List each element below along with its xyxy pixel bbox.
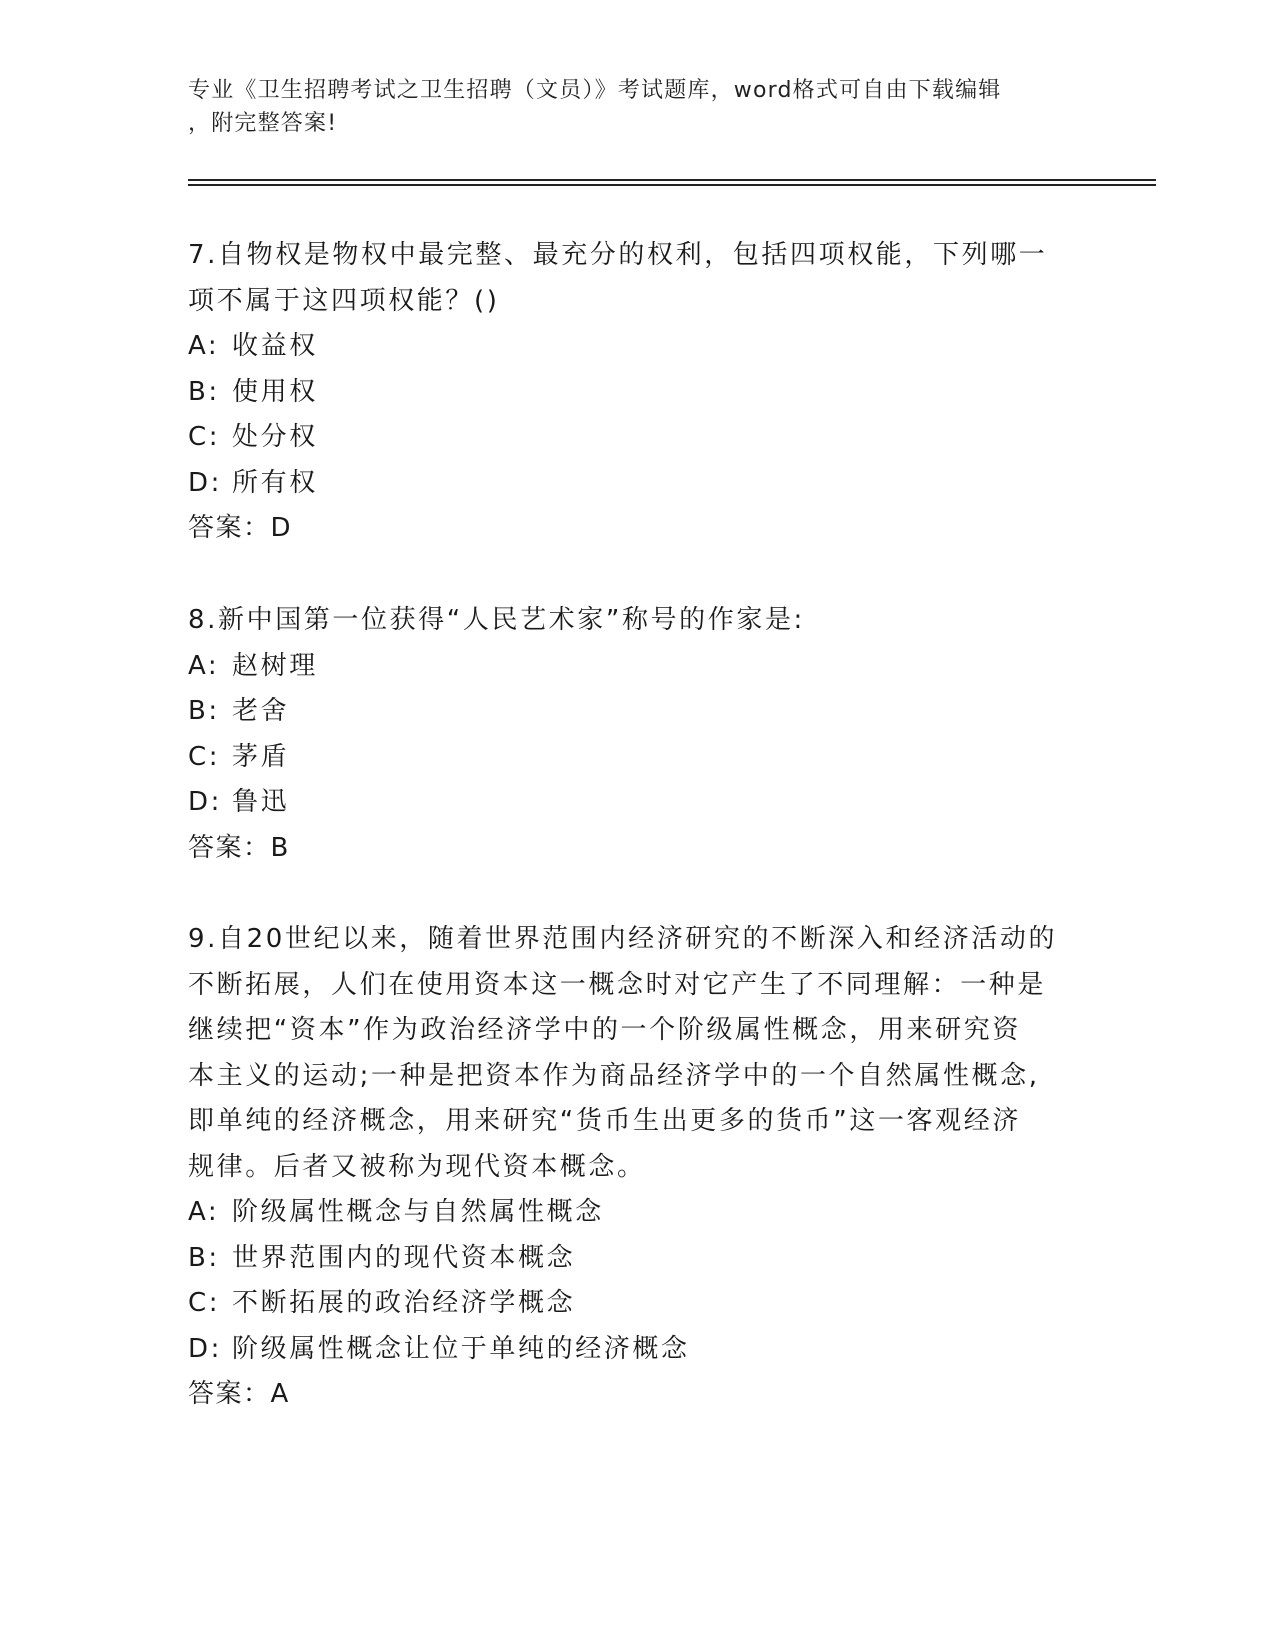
question-text: [188, 233, 1093, 324]
option-text: 鲁迅: [232, 787, 290, 817]
answer-line: 答案：A: [188, 1379, 290, 1409]
option-text: 收益权: [232, 331, 318, 361]
option-list: [188, 324, 1093, 506]
option-letter: B:: [188, 696, 220, 726]
option-text: 处分权: [232, 422, 318, 452]
header-divider-bottom: [188, 184, 1156, 186]
option-letter: B:: [188, 376, 220, 407]
question-line: 即单纯的经济概念，用来研究“货币生出更多的货币”这一客观经济: [188, 1106, 1021, 1136]
option-text: 使用权: [232, 376, 318, 407]
option-letter: D:: [188, 1333, 222, 1364]
option-a: [188, 644, 1093, 690]
option-letter: D:: [188, 467, 222, 498]
option-letter: D:: [188, 787, 222, 817]
option-text: 赵树理: [232, 650, 318, 681]
option-text: 所有权: [232, 467, 318, 498]
option-b: [188, 370, 1093, 416]
question-9: [188, 917, 1093, 1418]
question-line: 9.自20世纪以来，随着世界范围内经济研究的不断深入和经济活动的: [188, 924, 1058, 954]
option-text: 老舍: [232, 696, 290, 726]
question-line: 规律。后者又被称为现代资本概念。: [188, 1151, 646, 1182]
option-text: 世界范围内的现代资本概念: [232, 1242, 576, 1273]
header-line-1: 专业《卫生招聘考试之卫生招聘（文员）》考试题库，word格式可自由下载编辑: [188, 78, 1002, 103]
option-letter: B:: [188, 1242, 220, 1273]
option-letter: A:: [188, 1197, 220, 1227]
option-text: 不断拓展的政治经济学概念: [232, 1288, 576, 1318]
question-text: [188, 917, 1093, 1190]
header-divider-top: [188, 179, 1156, 181]
question-line: 7.自物权是物权中最完整、最充分的权利，包括四项权能，下列哪一: [188, 240, 1048, 270]
option-text: 茅盾: [232, 741, 290, 772]
option-letter: A:: [188, 331, 220, 361]
header-line-2: ，附完整答案!: [188, 111, 338, 136]
answer-line: 答案：B: [188, 832, 290, 863]
option-b: [188, 1236, 1093, 1282]
option-list: [188, 1190, 1093, 1372]
question-7: [188, 233, 1093, 552]
option-letter: A:: [188, 650, 220, 681]
question-8: [188, 598, 1093, 871]
option-letter: C:: [188, 422, 221, 452]
question-line: 本主义的运动;一种是把资本作为商品经济学中的一个自然属性概念,: [188, 1060, 1040, 1091]
option-d: [188, 780, 1093, 826]
document-header: [188, 74, 1088, 140]
option-c: [188, 735, 1093, 781]
option-b: [188, 689, 1093, 735]
question-line: 项不属于这四项权能？(): [188, 285, 500, 316]
option-a: [188, 324, 1093, 370]
option-text: 阶级属性概念让位于单纯的经济概念: [232, 1333, 690, 1364]
option-letter: C:: [188, 741, 221, 772]
option-c: [188, 1281, 1093, 1327]
answer-line: 答案：D: [188, 513, 293, 543]
option-c: [188, 415, 1093, 461]
option-a: [188, 1190, 1093, 1236]
option-d: [188, 461, 1093, 507]
question-line: 不断拓展，人们在使用资本这一概念时对它产生了不同理解：一种是: [188, 969, 1047, 1000]
question-line: 继续把“资本”作为政治经济学中的一个阶级属性概念，用来研究资: [188, 1015, 1021, 1045]
option-letter: C:: [188, 1288, 221, 1318]
option-list: [188, 644, 1093, 826]
option-text: 阶级属性概念与自然属性概念: [232, 1197, 604, 1227]
question-line: 8.新中国第一位获得“人民艺术家”称号的作家是:: [188, 605, 805, 635]
question-text: [188, 598, 1093, 644]
option-d: [188, 1327, 1093, 1373]
